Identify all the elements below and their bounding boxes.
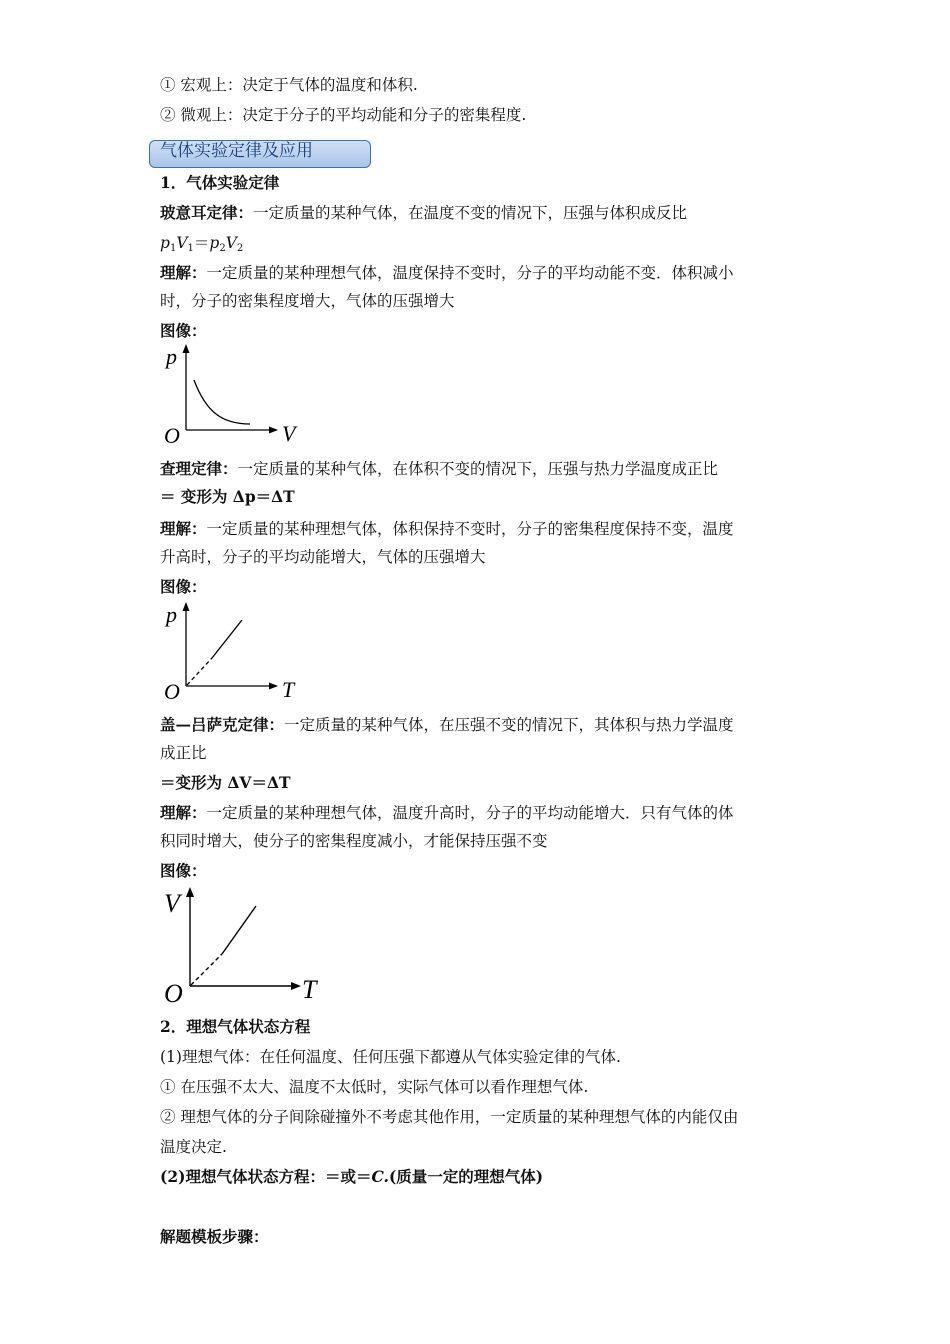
- x-axis-arrow: [269, 683, 278, 690]
- equation-prefix: (2)理想气体状态方程：＝或＝: [160, 1167, 372, 1186]
- gaylussac-transform: ＝变形为 ΔV＝ΔT: [160, 773, 291, 792]
- section-header-box: [149, 140, 371, 168]
- gaylussac-explain-line1: [160, 802, 800, 824]
- x-axis-label: T: [282, 677, 295, 702]
- y-axis-label: p: [166, 344, 177, 369]
- ideal-gas-energy-line2: 温度决定.: [160, 1138, 227, 1156]
- formula-subscript: 1: [187, 243, 194, 254]
- y-axis-label: p: [166, 602, 177, 627]
- charles-law-line: [160, 458, 800, 480]
- y-axis-arrow: [183, 602, 190, 611]
- boyle-pv-graph: [160, 342, 310, 450]
- equation-suffix: (质量一定的理想气体): [388, 1167, 544, 1186]
- isochore-extrapolation: [187, 658, 212, 685]
- isotherm-curve: [194, 380, 250, 424]
- x-axis-arrow: [291, 982, 301, 990]
- boyle-law-line: [160, 202, 800, 224]
- charles-law-label: 查理定律：: [160, 459, 238, 478]
- isobar-extrapolation: [191, 954, 222, 985]
- charles-law-text: 一定质量的某种气体，在体积不变的情况下，压强与热力学温度成正比: [237, 460, 719, 478]
- origin-label: O: [164, 979, 183, 1006]
- charles-transform: ＝ 变形为 Δp＝ΔT: [160, 487, 295, 506]
- ideal-gas-definition: (1)理想气体：在任何温度、任何压强下都遵从气体实验定律的气体.: [160, 1048, 621, 1066]
- origin-label: O: [164, 679, 180, 704]
- gaylussac-vt-graph: [160, 884, 330, 1006]
- x-axis-label: V: [282, 421, 296, 446]
- charles-explain-line2: 升高时，分子的平均动能增大，气体的压强增大: [160, 548, 486, 566]
- isochore-line: [212, 620, 242, 658]
- ideal-gas-energy-line1: ② 理想气体的分子间除碰撞外不考虑其他作用，一定质量的某种理想气体的内能仅由: [160, 1108, 739, 1126]
- gaylussac-law-line2: 成正比: [160, 744, 207, 762]
- equation-constant: C.: [371, 1167, 389, 1186]
- ideal-gas-condition: ① 在压强不太大、温度不太低时，实际气体可以看作理想气体.: [160, 1078, 589, 1096]
- formula-subscript: 2: [219, 243, 226, 254]
- explain-label: 理解：: [160, 263, 207, 282]
- boyle-explain-line1: [160, 262, 800, 284]
- formula-subscript: 2: [236, 243, 244, 254]
- section-title: 气体实验定律及应用: [160, 141, 313, 161]
- boyle-law-label: 玻意耳定律：: [160, 203, 254, 222]
- y-axis-label: V: [164, 889, 180, 918]
- part2-heading: 2．理想气体状态方程: [160, 1017, 311, 1036]
- gaylussac-law-text: 一定质量的某种气体，在压强不变的情况下，其体积与热力学温度: [284, 716, 734, 734]
- isobar-line: [222, 906, 256, 954]
- x-axis-label: T: [302, 975, 317, 1004]
- boyle-explain-line2: 时，分子的密集程度增大，气体的压强增大: [160, 292, 455, 310]
- formula-equals: ＝: [193, 234, 210, 252]
- formula-symbol: V: [225, 234, 237, 252]
- charles-pt-graph: [160, 600, 310, 706]
- explain-label: 理解：: [160, 803, 207, 822]
- explain-text: 一定质量的某种理想气体，温度保持不变时，分子的平均动能不变．体积减小: [206, 264, 734, 282]
- explain-text: 一定质量的某种理想气体，温度升高时，分子的平均动能增大．只有气体的体: [206, 804, 734, 822]
- boyle-graph-label: 图像：: [160, 321, 207, 340]
- ideal-gas-equation: [160, 1166, 800, 1188]
- formula-symbol: p: [209, 234, 220, 252]
- y-axis-arrow: [183, 344, 190, 353]
- formula-symbol: V: [176, 234, 188, 252]
- explain-label: 理解：: [160, 519, 207, 538]
- gaylussac-explain-line2: 积同时增大，使分子的密集程度减小，才能保持压强不变: [160, 832, 548, 850]
- charles-graph-label: 图像：: [160, 577, 207, 596]
- formula-symbol: p: [160, 234, 170, 252]
- intro-macro-line: ① 宏观上：决定于气体的温度和体积.: [160, 76, 418, 94]
- gaylussac-law-label: 盖—吕萨克定律：: [160, 715, 285, 734]
- solution-steps-heading: 解题模板步骤：: [160, 1227, 269, 1246]
- part1-heading: 1．气体实验定律: [160, 173, 280, 192]
- boyle-law-text: 一定质量的某种气体，在温度不变的情况下，压强与体积成反比: [253, 204, 688, 222]
- formula-subscript: 1: [169, 243, 177, 254]
- gaylussac-graph-label: 图像：: [160, 861, 207, 880]
- gaylussac-law-line: [160, 714, 800, 736]
- y-axis-arrow: [186, 887, 194, 897]
- origin-label: O: [164, 423, 180, 448]
- intro-micro-line: ② 微观上：决定于分子的平均动能和分子的密集程度.: [160, 106, 527, 124]
- boyle-formula: [160, 232, 800, 260]
- charles-explain-line1: [160, 518, 800, 540]
- explain-text: 一定质量的某种理想气体，体积保持不变时，分子的密集程度保持不变，温度: [206, 520, 734, 538]
- x-axis-arrow: [269, 427, 278, 434]
